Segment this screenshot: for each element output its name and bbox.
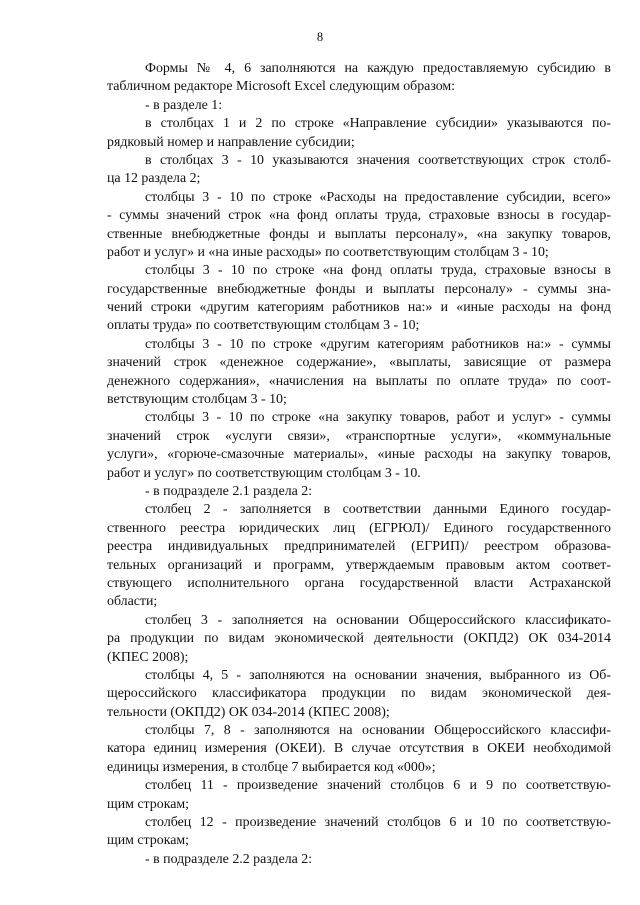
text-line: чений строки «другим категориям работников на:» и «иные расходы на фонд xyxy=(107,300,611,316)
text-line: ственного реестра юридических лиц (ЕГРЮЛ)/ Единого государственного xyxy=(107,520,611,536)
text-line: оплаты труда» по соответствующим столбцам 3 - 10; xyxy=(107,318,420,334)
text-line: столбцы 3 - 10 по строке «на фонд оплаты труда, страховые взносы в xyxy=(145,263,611,279)
text-line: рядковый номер и направление субсидии; xyxy=(107,134,355,150)
text-line: реестра индивидуальных предпринимателей (ЕГРИП)/ реестром образова- xyxy=(107,539,611,555)
text-line: единицы измерения, в столбце 7 выбирается код «000»; xyxy=(107,759,436,775)
text-line: - в подразделе 2.1 раздела 2: xyxy=(145,483,313,499)
text-line: государственные внебюджетные фонды и выплаты персоналу» - суммы зна- xyxy=(107,281,611,297)
text-line: в столбцах 3 - 10 указываются значения соответствующих строк столб- xyxy=(145,152,611,168)
text-line: катора единиц измерения (ОКЕИ). В случае отсутствия в ОКЕИ необходимой xyxy=(107,741,611,757)
text-line: работ и услуг» по соответствующим столбцам 3 - 10. xyxy=(107,465,421,481)
text-line: ствующего исполнительного органа государственной власти Астраханской xyxy=(107,575,611,591)
text-line: - в разделе 1: xyxy=(145,97,223,113)
text-line: - в подразделе 2.2 раздела 2: xyxy=(145,851,313,867)
text-line: столбцы 4, 5 - заполняются на основании значения, выбранного из Об- xyxy=(145,667,611,683)
text-line: ветствующим столбцам 3 - 10; xyxy=(107,392,287,408)
text-line: щероссийского классификатора продукции по видам экономической дея- xyxy=(107,686,611,702)
text-line: (КПЕС 2008); xyxy=(107,649,189,665)
text-line: столбец 11 - произведение значений столбцов 6 и 9 по соответствую- xyxy=(145,778,611,794)
text-line: значений строк «денежное содержание», «выплаты, зависящие от размера xyxy=(107,355,611,371)
text-line: табличном редакторе Microsoft Excel следующим образом: xyxy=(107,79,456,95)
text-line: - суммы значений строк «на фонд оплаты труда, страховые взносы в государ- xyxy=(107,208,611,224)
text-line: щим строкам; xyxy=(107,796,190,812)
text-line: услуги», «горюче-смазочные материалы», «иные расходы на закупку товаров, xyxy=(107,447,611,463)
text-line: столбец 2 - заполняется в соответствии данными Единого государ- xyxy=(145,502,611,518)
document-body xyxy=(107,60,611,869)
text-line: работ и услуг» и «на иные расходы» по соответствующим столбцам 3 - 10; xyxy=(107,244,549,260)
text-line: ственные внебюджетные фонды и выплаты персоналу», «на закупку товаров, xyxy=(107,226,611,242)
text-line: столбцы 3 - 10 по строке «другим категориям работников на:» - суммы xyxy=(145,336,611,352)
text-line: тельности (ОКПД2) ОК 034-2014 (КПЕС 2008); xyxy=(107,704,390,720)
text-line: столбец 3 - заполняется на основании Общероссийского классификато- xyxy=(145,612,611,628)
text-line: столбцы 3 - 10 по строке «на закупку товаров, работ и услуг» - суммы xyxy=(145,410,611,426)
text-line: щим строкам; xyxy=(107,833,190,849)
text-line: значений строк «услуги связи», «транспортные услуги», «коммунальные xyxy=(107,428,611,444)
text-line: денежного содержания», «начисления на выплаты по оплате труда» по соот- xyxy=(107,373,611,389)
text-line: столбцы 3 - 10 по строке «Расходы на предоставление субсидии, всего» xyxy=(145,189,611,205)
text-line: тельных организаций и программ, утверждаемым правовым актом соответ- xyxy=(107,557,611,573)
text-line: столбцы 7, 8 - заполняются на основании Общероссийского классифи- xyxy=(145,723,611,739)
text-line: Формы № 4, 6 заполняются на каждую предоставляемую субсидию в xyxy=(145,61,611,76)
text-line: столбец 12 - произведение значений столбцов 6 и 10 по соответствую- xyxy=(145,815,611,831)
text-line: ра продукции по видам экономической деятельности (ОКПД2) ОК 034-2014 xyxy=(107,631,611,647)
text-line: ца 12 раздела 2; xyxy=(107,171,201,187)
text-line: области; xyxy=(107,594,158,610)
text-line: в столбцах 1 и 2 по строке «Направление субсидии» указываются по- xyxy=(145,116,611,132)
page-number: 8 xyxy=(316,30,324,44)
